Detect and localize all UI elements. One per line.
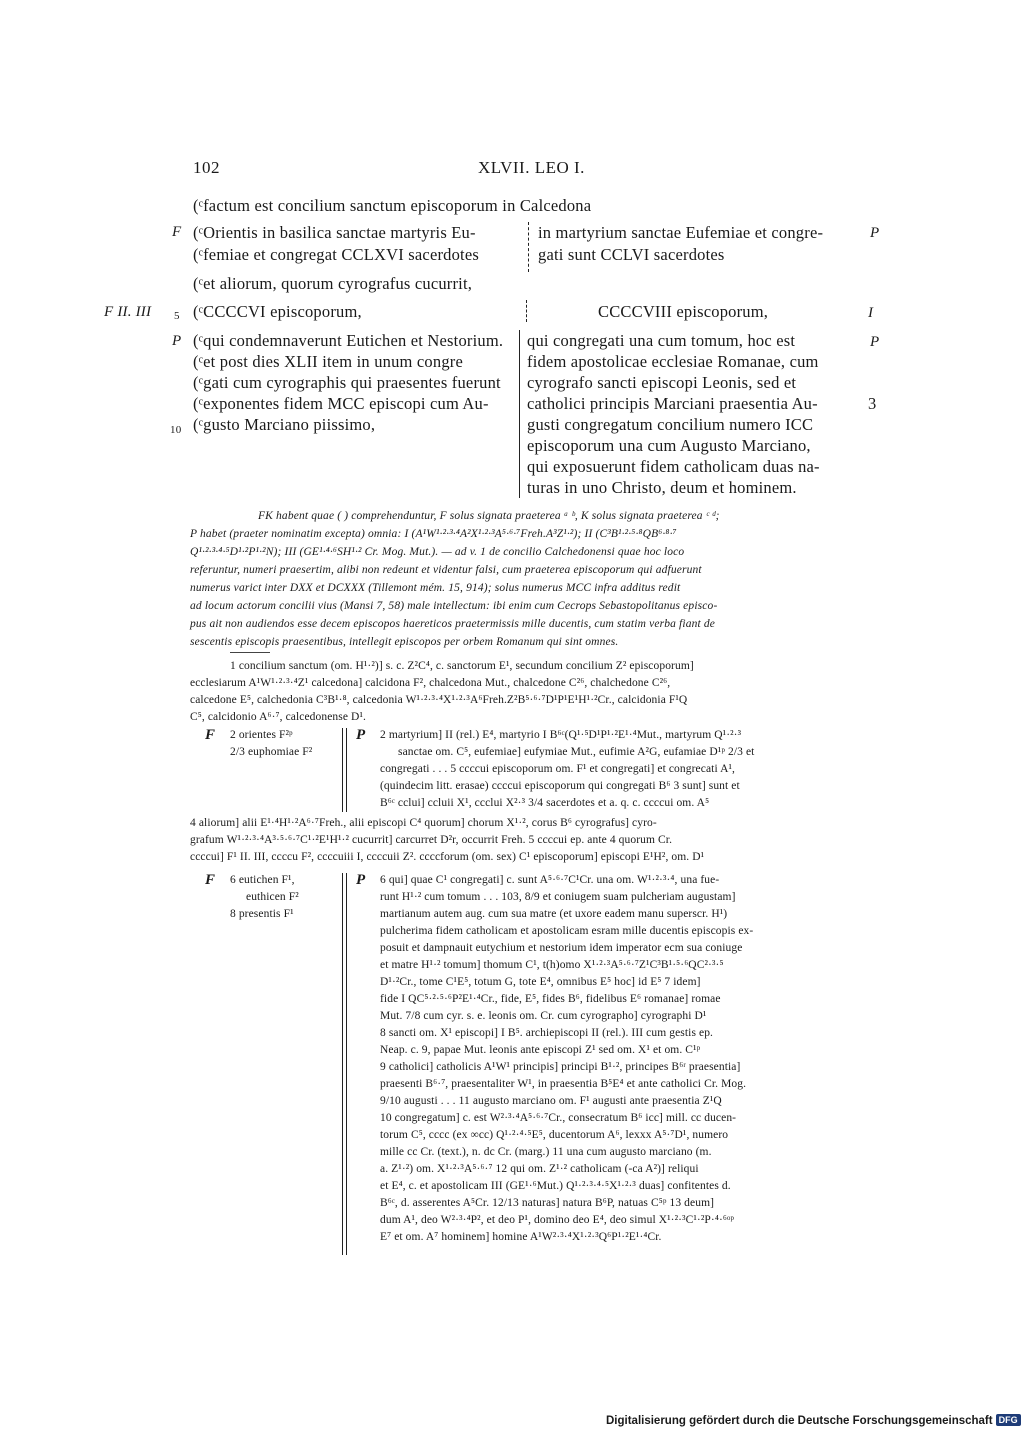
right-line: gati sunt CCLVI sacerdotes xyxy=(538,245,725,264)
apparatus-line: B⁶ᶜ cclui] ccluii X¹, ccclui X²·³ 3/4 sacerdotes et a. q. c. ccccui om. A⁵ xyxy=(380,797,710,809)
page-number: 102 xyxy=(193,158,220,177)
note-line: ad locum actorum concilii vius (Mansi 7, 58) male intellectum: ibi enim cum Cecrops Sebastopolitanus episco- xyxy=(190,600,718,612)
apparatus-line: 10 congregatum] c. est W²·³·⁴A⁵·⁶·⁷Cr., consecratum B⁶ icc] mill. cc ducen- xyxy=(380,1112,737,1124)
siglum-P: P xyxy=(172,333,182,349)
apparatus-divider xyxy=(342,728,343,812)
siglum-P: P xyxy=(870,225,880,241)
apparatus-line: Mut. 7/8 cum cyr. s. e. leonis om. Cr. cum cyrographo] cyrographi D¹ xyxy=(380,1010,707,1022)
apparatus-line: D¹·²Cr., tome C¹E⁵, totum G, tote E⁴, omnibus E⁵ hoc] id E⁵ 7 idem] xyxy=(380,976,701,988)
apparatus-line: praesenti B⁶·⁷, praesentaliter W¹, in praesentia B⁵E⁴ et ante catholici Cr. Mog. xyxy=(380,1078,747,1090)
left-line: (ᶜqui condemnaverunt Eutichen et Nestorium. xyxy=(193,331,504,350)
apparatus-line: congregati . . . 5 ccccui episcoporum om. F¹ et congregati] et congrecati A¹, xyxy=(380,763,736,775)
marginal-number-3: 3 xyxy=(868,394,877,413)
note-line: referuntur, numeri praesertim, alibi non redeunt et videntur falsi, cum praeterea episcoporum qui adfuerunt xyxy=(190,564,702,576)
left-line: (ᶜOrientis in basilica sanctae martyris Eu- xyxy=(193,223,476,242)
note-line: Q¹·²·³·⁴·⁵D¹·²P¹·²N); III (GE¹·⁴·⁶SH¹·² Cr. Mog. Mut.). — ad v. 1 de concilio Calchedonensi quae hoc loco xyxy=(190,546,685,558)
left-line: (ᶜfemiae et congregat CCLXVI sacerdotes xyxy=(193,245,479,264)
siglum-F: F xyxy=(205,872,216,888)
siglum-P: P xyxy=(356,727,366,743)
credit-text: Digitalisierung gefördert durch die Deutsche Forschungsgemeinschaft xyxy=(606,1415,993,1427)
siglum-F: F xyxy=(205,727,216,743)
siglum-F: F xyxy=(172,224,182,240)
divider-rule xyxy=(230,652,270,653)
right-line: cyrografo sancti episcopi Leonis, sed et xyxy=(527,373,797,392)
right-line: CCCCVIII episcoporum, xyxy=(598,302,769,321)
apparatus-side-line: 6 eutichen F¹, xyxy=(230,874,295,886)
apparatus-line: sanctae om. C⁵, eufemiae] eufymiae Mut., eufimie A²G, eufamiae D¹ᵖ 2/3 et xyxy=(398,746,755,758)
apparatus-line: Neap. c. 9, papae Mut. leonis ante episcopi Z¹ sed om. X¹ et om. C¹ᵖ xyxy=(380,1044,701,1056)
apparatus-line: ccccui] F¹ II. III, ccccu F², ccccuiii I, ccccuii Z². ccccforum (om. sex) C¹ episcoporum] episcopi E¹H², om. D¹ xyxy=(190,851,705,863)
left-line: (ᶜexponentes fidem MCC episcopi cum Au- xyxy=(193,394,489,413)
apparatus-side-line: 8 presentis F¹ xyxy=(230,908,294,920)
column-divider xyxy=(526,300,527,322)
apparatus-side-line: 2/3 euphomiae F² xyxy=(230,746,313,758)
apparatus-line: 9/10 augusti . . . 11 augusto marciano om. F¹ augusti ante praesentia Z¹Q xyxy=(380,1095,722,1107)
apparatus-line: runt H¹·² cum tomum . . . 103, 8/9 et coniugem suam pulcheriam augustam] xyxy=(380,891,736,903)
apparatus-line: mille cc Cr. (text.), n. dc Cr. (marg.) 11 una cum augusto marciano (m. xyxy=(380,1146,712,1158)
note-line: sescentis episcopis praesentibus, intellegit episcopos per orbem Romanum qui sint omnes. xyxy=(190,636,619,648)
left-line: (ᶜgusto Marciano piissimo, xyxy=(193,415,376,434)
left-line: (ᶜet aliorum, quorum cyrografus cucurrit, xyxy=(193,274,473,293)
right-line: gusti congregatum concilium numero ICC xyxy=(527,415,814,434)
text-line-1: (ᶜfactum est concilium sanctum episcoporum in Calcedona xyxy=(193,196,592,215)
apparatus-line: et matre H¹·² tomum] thomum C¹, t(h)omo X¹·²·³A⁵·⁶·⁷Z¹C³B¹·⁵·⁶QC²·³·⁵ xyxy=(380,959,724,971)
note-line: P habet (praeter nominatim excepta) omnia: I (A¹W¹·²·³·⁴A²X¹·²·³A⁵·⁶·⁷Freh.A³Z¹·²); II (C³B¹·²·⁵·⁸QB⁶·⁸·⁷ xyxy=(190,528,677,540)
note-line: pus ait non audiendos esse decem episcopos haereticos praetermissis mille ducentis, cum statim verba fiant de xyxy=(190,618,716,630)
siglum-F-II-III: F II. III xyxy=(104,304,152,320)
siglum-P: P xyxy=(356,872,366,888)
apparatus-line: martianum autem aug. cum sua matre (et uxore eadem manu superscr. H¹) xyxy=(380,908,728,920)
apparatus-line: C⁵, calcidonio A⁶·⁷, calcedonense D¹. xyxy=(190,711,366,723)
apparatus-line: et E⁴, c. et apostolicam III (GE¹·⁶Mut.) Q¹·²·³·⁴·⁵X¹·²·³ duas] confitentes d. xyxy=(380,1180,731,1192)
apparatus-line: ecclesiarum A¹W¹·²·³·⁴Z¹ calcedona] calcidona F², chalcedona Mut., chalcedone C²⁶, chalchedone C²⁶, xyxy=(190,677,671,689)
right-line: qui congregati una cum tomum, hoc est xyxy=(527,331,796,350)
digitization-credit xyxy=(606,1414,1021,1427)
right-line: catholici principis Marciani praesentia Au- xyxy=(527,394,818,413)
apparatus-line: torum C⁵, cccc (ex ∞cc) Q¹·²·⁴·⁵E⁵, ducentorum A⁶, lexxx A⁵·⁷D¹, numero xyxy=(380,1129,729,1141)
line-number-5: 5 xyxy=(174,310,180,322)
dfg-logo: DFG xyxy=(996,1414,1021,1426)
right-line: qui exposuerunt fidem catholicam duas na- xyxy=(527,457,820,476)
siglum-P: P xyxy=(870,334,880,350)
apparatus-line: fide I QC⁵·²·⁵·⁶P²E¹·⁴Cr., fide, E⁵, fides B⁶, fidelibus E⁶ romanae] romae xyxy=(380,993,721,1005)
apparatus-divider xyxy=(346,873,347,1255)
apparatus-line: 6 qui] quae C¹ congregati] c. sunt A⁵·⁶·⁷C¹Cr. una om. W¹·²·³·⁴, una fue- xyxy=(380,874,720,886)
right-line: episcoporum una cum Augusto Marciano, xyxy=(527,436,811,455)
apparatus-side-line: 2 orientes F²ᵖ xyxy=(230,729,293,741)
right-line: in martyrium sanctae Eufemiae et congre- xyxy=(538,223,824,242)
siglum-I: I xyxy=(868,305,874,321)
apparatus-line: B⁶ᶜ, d. asserentes A⁵Cr. 12/13 naturas] natura B⁶P, natuas C⁵ᵖ 13 deum] xyxy=(380,1197,715,1209)
running-title: XLVII. LEO I. xyxy=(478,158,585,177)
apparatus-line: pulcherima fidem catholicam et apostolicam esram mille ducentis episcopis ex- xyxy=(380,925,754,937)
apparatus-line: dum A¹, deo W²·³·⁴P², et deo P¹, domino deo E⁴, deo simul X¹·²·³C¹·²P·⁴·⁶ᵒᵖ xyxy=(380,1214,735,1226)
apparatus-divider xyxy=(346,728,347,812)
apparatus-line: (quindecim litt. erasae) ccccui episcoporum qui congregati B⁶ 3 sunt] sunt et xyxy=(380,780,740,792)
right-line: turas in uno Christo, deum et hominem. xyxy=(527,478,797,497)
apparatus-line: E⁷ et om. A⁷ hominem] homine A¹W²·³·⁴X¹·²·³Q⁶P¹·²E¹·⁴Cr. xyxy=(380,1231,662,1243)
column-divider xyxy=(528,222,529,272)
apparatus-line: grafum W¹·²·³·⁴A³·⁵·⁶·⁷C¹·²E¹H¹·² cucurrit] carcurret D²r, occurrit Freh. 5 ccccui ep. ante 4 quorum Cr. xyxy=(190,834,673,846)
apparatus-line: 4 aliorum] alii E¹·⁴H¹·²A⁶·⁷Freh., alii episcopi C⁴ quorum] chorum X¹·², corus B⁶ cyrografus] cyro- xyxy=(190,817,657,829)
apparatus-line: 1 concilium sanctum (om. H¹·²)] s. c. Z²C⁴, c. sanctorum E¹, secundum concilium Z² episcoporum] xyxy=(230,660,694,672)
apparatus-side-line: euthicen F² xyxy=(246,891,299,903)
apparatus-line: 8 sancti om. X¹ episcopi] I B⁵. archiepiscopi II (rel.). III cum gestis ep. xyxy=(380,1027,714,1039)
apparatus-line: a. Z¹·²) om. X¹·²·³A⁵·⁶·⁷ 12 qui om. Z¹·² catholicam (-ca A²)] reliqui xyxy=(380,1163,699,1175)
right-line: fidem apostolicae ecclesiae Romanae, cum xyxy=(527,352,819,371)
note-line: FK habent quae ( ) comprehenduntur, F solus signata praeterea ᵃ ᵇ, K solus signata praeterea ᶜ ᵈ; xyxy=(258,510,720,522)
apparatus-line: calcedone E⁵, calchedonia C³B¹·⁸, calcedonia W¹·²·³·⁴X¹·²·³A⁶Freh.Z²B⁵·⁶·⁷D¹P¹E¹H¹·²Cr., calcidonia F¹Q xyxy=(190,694,688,706)
apparatus-line: 2 martyrium] II (rel.) E⁴, martyrio I B⁶ᶜ(Q¹·⁵D¹P¹·²E¹·⁴Mut., martyrum Q¹·²·³ xyxy=(380,729,742,741)
apparatus-line: posuit et dampnauit eutychium et nestorium idem imperator ecm sua coniuge xyxy=(380,942,743,954)
line-number-10: 10 xyxy=(170,424,182,436)
left-line: (ᶜCCCCVI episcoporum, xyxy=(193,302,362,321)
left-line: (ᶜgati cum cyrographis qui praesentes fuerunt xyxy=(193,373,501,392)
note-line: numerus varict inter DXX et DCXXX (Tillemont mém. 15, 914); solus numerus MCC infra additus redit xyxy=(190,582,681,594)
left-line: (ᶜet post dies XLII item in unum congre xyxy=(193,352,464,371)
apparatus-line: 9 catholici] catholicis A¹W¹ principis] principi B¹·², principes B⁶ʳ praesentia] xyxy=(380,1061,741,1073)
apparatus-divider xyxy=(342,873,343,1255)
column-divider xyxy=(519,330,520,498)
